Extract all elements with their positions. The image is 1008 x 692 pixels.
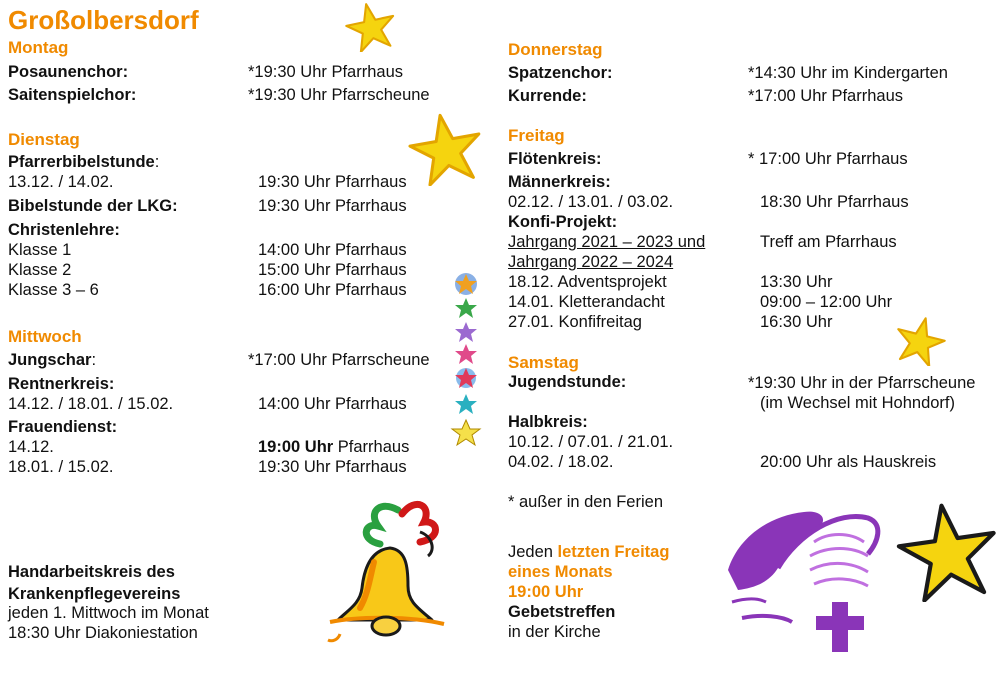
time-halbkreis: 20:00 Uhr als Hauskreis xyxy=(760,453,937,471)
label-konfifreitag: 27.01. Konfifreitag xyxy=(508,313,642,331)
time-klasse-1: 14:00 Uhr Pfarrhaus xyxy=(258,241,407,259)
label-konfi-projekt: Konfi-Projekt: xyxy=(508,213,618,231)
time-klasse-2: 15:00 Uhr Pfarrhaus xyxy=(258,261,407,279)
gebet-place: in der Kirche xyxy=(508,623,601,641)
note-jugendstunde: (im Wechsel mit Hohndorf) xyxy=(760,394,955,412)
konfi-jahrgang-2: Jahrgang 2022 – 2024 xyxy=(508,253,674,271)
date-frauendienst-1: 14.12. xyxy=(8,438,54,456)
gebet-label: Gebetstreffen xyxy=(508,603,616,621)
time-konfifreitag: 16:30 Uhr xyxy=(760,313,833,331)
time-jungschar: *17:00 Uhr Pfarrscheune xyxy=(248,351,430,369)
label-kurrende: Kurrende: xyxy=(508,87,587,105)
day-heading-samstag: Samstag xyxy=(508,353,579,372)
time-adventsprojekt: 13:30 Uhr xyxy=(760,273,833,291)
gebet-line1: Jeden letzten Freitag xyxy=(508,543,670,561)
konfi-treff: Treff am Pfarrhaus xyxy=(760,233,897,251)
label-frauendienst: Frauendienst: xyxy=(8,418,118,436)
handarbeit-line4: 18:30 Uhr Diakoniestation xyxy=(8,624,198,642)
label-posaunenchor: Posaunenchor: xyxy=(8,63,129,81)
time-spatzenchor: *14:30 Uhr im Kindergarten xyxy=(748,64,948,82)
label-rentnerkreis: Rentnerkreis: xyxy=(8,375,115,393)
star-icon xyxy=(896,502,1000,602)
star-icon xyxy=(894,316,946,366)
time-saitenspielchor: *19:30 Uhr Pfarrscheune xyxy=(248,86,430,104)
dates-pfarrerbibelstunde: 13.12. / 14.02. xyxy=(8,173,114,191)
label-bibelstunde-lkg: Bibelstunde der LKG: xyxy=(8,197,178,215)
footnote-ferien: * außer in den Ferien xyxy=(508,493,664,511)
label-spatzenchor: Spatzenchor: xyxy=(508,64,613,82)
day-heading-mittwoch: Mittwoch xyxy=(8,327,82,346)
label-jugendstunde: Jugendstunde: xyxy=(508,373,627,391)
label-klasse-3-6: Klasse 3 – 6 xyxy=(8,281,99,299)
time-kletterandacht: 09:00 – 12:00 Uhr xyxy=(760,293,893,311)
konfi-jahrgang-1: Jahrgang 2021 – 2023 und xyxy=(508,233,706,251)
time-frauendienst-2: 19:30 Uhr Pfarrhaus xyxy=(258,458,407,476)
dates-maennerkreis: 02.12. / 13.01. / 03.02. xyxy=(508,193,674,211)
gebet-line2: eines Monats xyxy=(508,563,613,581)
label-jungschar: Jungschar: xyxy=(8,351,97,369)
day-heading-montag: Montag xyxy=(8,38,69,57)
handarbeit-line3: jeden 1. Mittwoch im Monat xyxy=(8,604,209,622)
gebet-time: 19:00 Uhr xyxy=(508,583,584,601)
time-floetenkreis: * 17:00 Uhr Pfarrhaus xyxy=(748,150,908,168)
dates-halbkreis-2: 04.02. / 18.02. xyxy=(508,453,614,471)
day-heading-freitag: Freitag xyxy=(508,126,565,145)
label-saitenspielchor: Saitenspielchor: xyxy=(8,86,137,104)
star-icon xyxy=(345,2,397,52)
day-heading-dienstag: Dienstag xyxy=(8,130,80,149)
star-icon xyxy=(408,112,484,186)
time-frauendienst-1: 19:00 Uhr Pfarrhaus xyxy=(258,438,410,456)
praying-hands-icon xyxy=(718,498,896,654)
handarbeit-line2: Krankenpflegevereins xyxy=(8,585,181,603)
date-frauendienst-2: 18.01. / 15.02. xyxy=(8,458,114,476)
time-bibelstunde-lkg: 19:30 Uhr Pfarrhaus xyxy=(258,197,407,215)
label-christenlehre: Christenlehre: xyxy=(8,221,120,239)
label-maennerkreis: Männerkreis: xyxy=(508,173,611,191)
bell-icon xyxy=(320,492,460,644)
time-klasse-3-6: 16:00 Uhr Pfarrhaus xyxy=(258,281,407,299)
handarbeit-line1: Handarbeitskreis des xyxy=(8,563,175,581)
time-pfarrerbibelstunde: 19:30 Uhr Pfarrhaus xyxy=(258,173,407,191)
day-heading-donnerstag: Donnerstag xyxy=(508,40,603,59)
time-kurrende: *17:00 Uhr Pfarrhaus xyxy=(748,87,904,105)
time-jugendstunde: *19:30 Uhr in der Pfarrscheune xyxy=(748,374,976,392)
label-adventsprojekt: 18.12. Adventsprojekt xyxy=(508,273,667,291)
label-floetenkreis: Flötenkreis: xyxy=(508,150,602,168)
star-chain-icon xyxy=(450,270,482,454)
label-klasse-1: Klasse 1 xyxy=(8,241,72,259)
time-maennerkreis: 18:30 Uhr Pfarrhaus xyxy=(760,193,909,211)
page-title: Großolbersdorf xyxy=(8,5,199,35)
dates-rentnerkreis: 14.12. / 18.01. / 15.02. xyxy=(8,395,174,413)
dates-halbkreis-1: 10.12. / 07.01. / 21.01. xyxy=(508,433,674,451)
label-halbkreis: Halbkreis: xyxy=(508,413,588,431)
time-rentnerkreis: 14:00 Uhr Pfarrhaus xyxy=(258,395,407,413)
label-pfarrerbibelstunde: Pfarrerbibelstunde: xyxy=(8,153,160,171)
label-kletterandacht: 14.01. Kletterandacht xyxy=(508,293,665,311)
time-posaunenchor: *19:30 Uhr Pfarrhaus xyxy=(248,63,404,81)
label-klasse-2: Klasse 2 xyxy=(8,261,72,279)
